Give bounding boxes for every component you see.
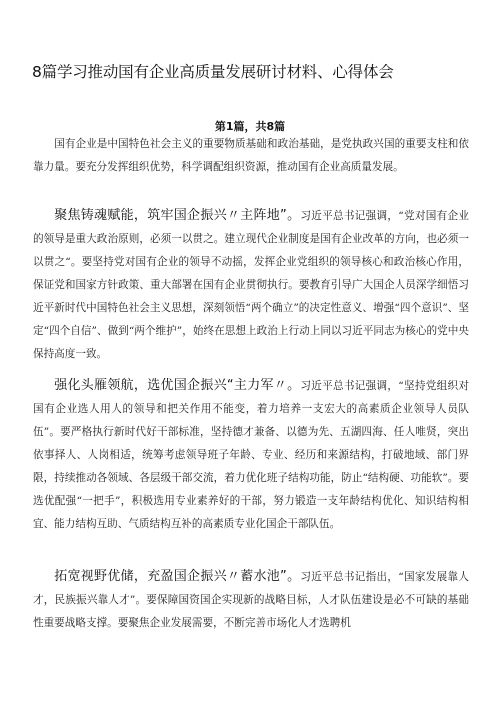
section-heading: 强化头雁领航，选优国企振兴“主力军〃。 <box>54 378 301 393</box>
section-heading: 拓宽视野优储，充盈国企振兴〃蓄水池”。 <box>54 569 301 584</box>
section-paragraph <box>33 204 469 366</box>
section-paragraph <box>33 565 469 635</box>
section-heading: 聚焦铸魂赋能，筑牢国企振兴〃主阵地”。 <box>54 208 301 223</box>
section-text: 习近平总书记强调，“坚持党组织对国有企业选人用人的领导和把关作用不能变，着力培养一支宏大的高素质企业领导人员队伍”。要严格执行新时代好干部标准，坚持德才兼备、以德为先、五湖四海、任人唯贤，突出依事择人、人岗相适，统筹考虑领导班子年龄、专业、经历和来源结构，打破地域、部门界限，持续推动各领域、各层级干部交流，着力优化班子结构功能，防止“结构硬、功能软”。要选优配强“一把手”，积极选用专业素养好的干部，努力锻造一支年龄结构优化、知识结构相宜、能力结构互助、气质结构互补的高素质专业化国企干部队伍。 <box>33 380 469 530</box>
part-label: 第1篇，共8篇 <box>214 120 286 133</box>
section-paragraph <box>33 374 469 536</box>
section-3 <box>33 565 469 635</box>
section-2 <box>33 374 469 536</box>
intro-paragraph: 国有企业是中国特色社会主义的重要物质基础和政治基础，是党执政兴国的重要支柱和依靠力量。要充分发挥组织优势，科学调配组织资源，推动国有企业高质量发展。 <box>33 138 469 173</box>
intro-block <box>33 133 469 179</box>
document-title: 8篇学习推动国有企业高质量发展研讨材料、心得体会 <box>32 63 394 81</box>
section-text: 习近平总书记强调，“党对国有企业的领导是重大政治原则，必须一以贯之。建立现代企业制度是国有企业改革的方向，也必须一以贯之“。要坚持党对国有企业的领导不动摇，发挥企业党组织的领导核心和政治核心作用，保证党和国家方针政策、重大部署在国有企业贯彻执行。要教育引导广大国企人员深学细悟习近平新时代中国特色社会主义思想，深刻领悟“两个确立”的决定性意义、增强“四个意识”、坚定“四个自信”、做到“两个维护”，始终在思想上政治上行动上同以习近平同志为核心的党中央保持高度一致。 <box>33 210 469 360</box>
section-1 <box>33 204 469 366</box>
section-text: 习近平总书记指出，“国家发展靠人才，民族振兴靠人才”。要保障国资国企实现新的战略目标，人才队伍建设是必不可缺的基础性重要战略支撑。要聚焦企业发展需要，不断完善市场化人才选聘机 <box>33 571 469 629</box>
